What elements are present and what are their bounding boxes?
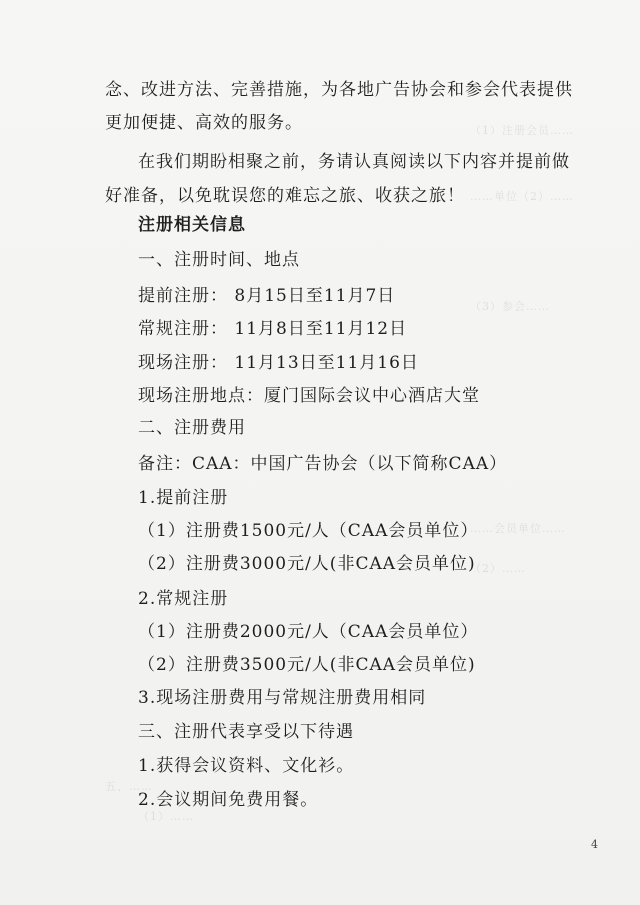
fee-item: （1）注册费2000元/人（CAA会员单位）	[138, 622, 479, 642]
subsection-heading: 一、注册时间、地点	[138, 250, 300, 270]
body-paragraph-line: 念、改进方法、完善措施，为各地广告协会和参会代表提供	[105, 80, 573, 100]
fee-item: （1）注册费1500元/人（CAA会员单位）	[138, 521, 479, 541]
bleed-through-text: （1）注册会员……	[470, 124, 574, 137]
benefit-item: 1.获得会议资料、文化衫。	[138, 756, 355, 776]
body-paragraph-line: 更加便捷、高效的服务。	[105, 113, 303, 133]
registration-location: 现场注册地点：厦门国际会议中心酒店大堂	[138, 386, 480, 406]
fee-note: 备注：CAA：中国广告协会（以下简称CAA）	[138, 454, 508, 474]
bleed-through-text: （1）……	[138, 810, 194, 823]
bleed-through-text: （3）参会……	[470, 300, 550, 313]
bleed-through-text: ……会员单位……	[470, 522, 566, 535]
bleed-through-text: 五、……	[105, 780, 153, 793]
fee-item: （2）注册费3500元/人(非CAA会员单位)	[138, 655, 476, 675]
subsection-heading: 二、注册费用	[138, 418, 246, 438]
fee-category: 2.常规注册	[138, 589, 229, 609]
bleed-through-text: （2）……	[470, 562, 526, 575]
benefit-item: 2.会议期间免费用餐。	[138, 790, 319, 810]
fee-item: （2）注册费3000元/人(非CAA会员单位)	[138, 554, 476, 574]
body-paragraph-line: 在我们期盼相聚之前，务请认真阅读以下内容并提前做	[138, 152, 570, 172]
registration-date-regular: 常规注册： 11月8日至11月12日	[138, 319, 408, 339]
section-heading: 注册相关信息	[138, 215, 246, 235]
registration-date-early: 提前注册： 8月15日至11月7日	[138, 286, 396, 306]
subsection-heading: 三、注册代表享受以下待遇	[138, 722, 354, 742]
fee-category: 3.现场注册费用与常规注册费用相同	[138, 688, 427, 708]
bleed-through-text: ……单位（2）……	[470, 190, 574, 203]
page-number: 4	[591, 838, 598, 851]
fee-category: 1.提前注册	[138, 488, 229, 508]
registration-date-onsite: 现场注册： 11月13日至11月16日	[138, 353, 419, 373]
body-paragraph-line: 好准备，以免耽误您的难忘之旅、收获之旅！	[105, 186, 465, 206]
